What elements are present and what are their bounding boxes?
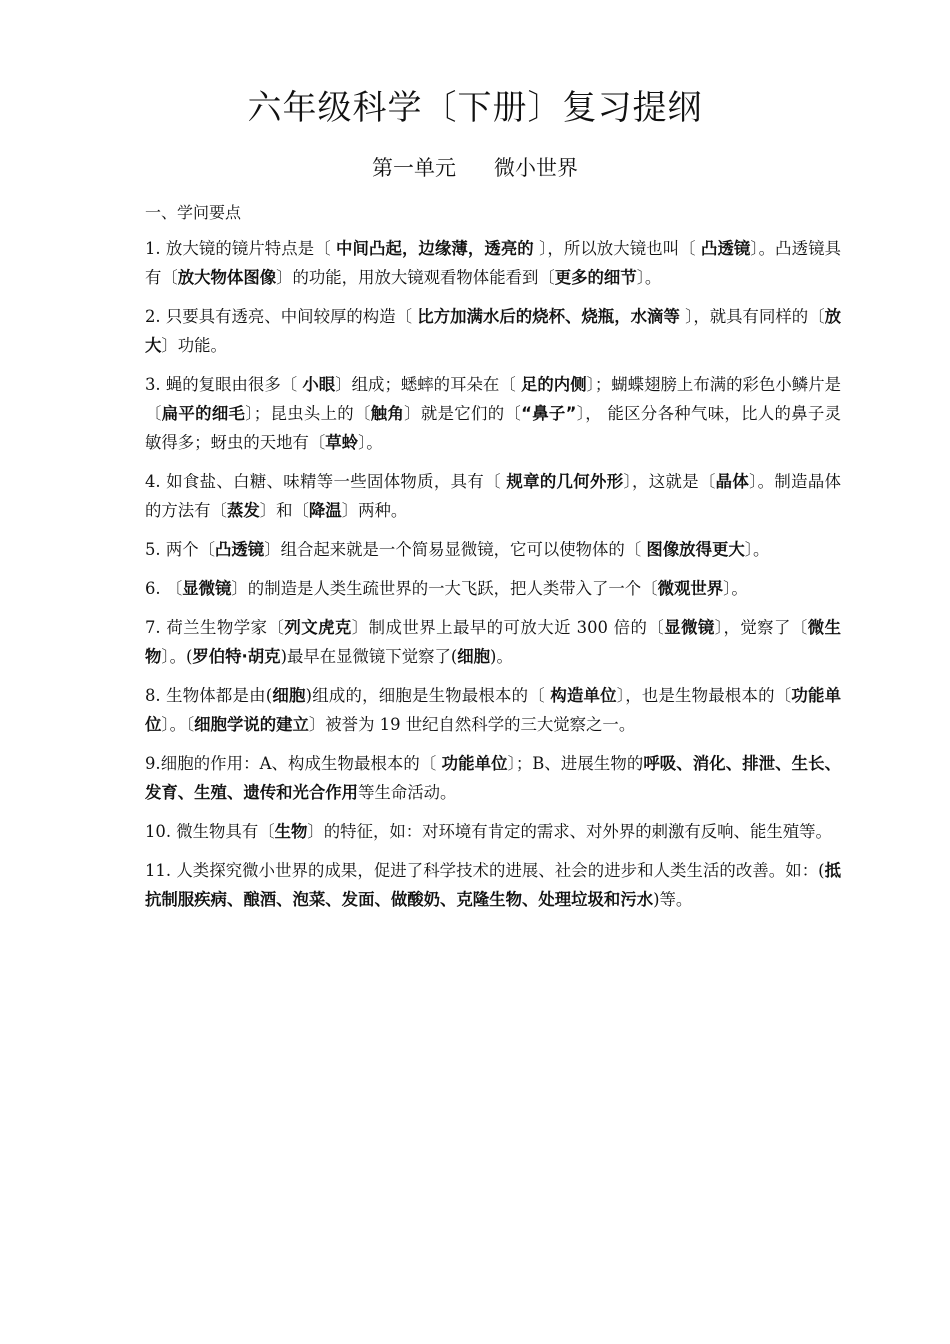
answer-text: 功能单位 [441, 754, 508, 773]
point-text: 8. 生物体都是由( [145, 686, 273, 705]
answer-text: 微生物 [145, 618, 842, 666]
point-text: 〕和〔 [259, 501, 309, 520]
answer-text: 显微镜 [664, 618, 715, 637]
point-text: 2. 只要具有透亮、中间较厚的构造〔 [145, 307, 418, 326]
point-text: 〕。( [161, 647, 193, 666]
knowledge-point-4 [145, 467, 841, 525]
answer-text: 规章的几何外形 [506, 472, 624, 491]
point-text: 11. 人类探究微小世界的成果，促进了科学技术的进展、社会的进步和人类生活的改善。如：( [145, 861, 825, 880]
answer-text: 小眼 [302, 375, 336, 394]
point-text: 〕组合起来就是一个简易显微镜，它可以使物体的〔 [264, 540, 647, 559]
point-text: 9.细胞的作用：A、构成生物最根本的〔 [145, 754, 442, 773]
answer-text: 放大物体图像 [177, 268, 277, 287]
unit-name: 微小世界 [494, 156, 578, 180]
answer-text: 显微镜 [182, 579, 232, 598]
answer-text: 功能单位 [145, 686, 842, 734]
point-text: 〕。 [723, 579, 748, 598]
point-text: )等。 [653, 890, 693, 909]
point-text: 〕的特征，如：对环境有肯定的需求、对外界的刺激有反响、能生殖等。 [307, 822, 832, 841]
knowledge-point-8 [145, 681, 841, 739]
point-text: 〕，觉察了〔 [714, 618, 808, 637]
point-text: )。 [490, 647, 513, 666]
unit-label: 第一单元 [372, 156, 456, 180]
point-text: 〕。制造晶体的方法有〔 [145, 472, 841, 520]
document-title: 六年级科学〔下册〕复习提纲 [247, 88, 703, 128]
point-text: 〕。凸透镜具有〔 [145, 239, 841, 287]
knowledge-point-5 [145, 535, 841, 564]
point-text: 〕，就具有同样的〔 [679, 307, 825, 326]
knowledge-point-9 [145, 749, 841, 807]
answer-text: 列文虎克 [284, 618, 352, 637]
answer-text: 构造单位 [550, 686, 617, 705]
knowledge-point-10 [145, 817, 841, 846]
point-text: 1. 放大镜的镜片特点是〔 [145, 239, 337, 258]
knowledge-point-11 [145, 856, 841, 914]
answer-text: 微观世界 [657, 579, 724, 598]
answer-text: 蒸发 [226, 501, 260, 520]
point-text: 〕；昆虫头上的〔 [245, 404, 371, 423]
knowledge-point-3 [145, 370, 841, 457]
knowledge-point-2 [145, 302, 841, 360]
answer-text: 罗伯特·胡克 [192, 647, 281, 666]
unit-heading [0, 152, 950, 182]
answer-text: 凸透镜 [215, 540, 265, 559]
point-text: 〕。 [636, 268, 662, 287]
point-text: )最早在显微镜下觉察了( [280, 647, 458, 666]
point-text: 〕的功能，用放大镜观看物体能看到〔 [276, 268, 555, 287]
point-text: 等生命活动。 [358, 783, 457, 802]
answer-text: 放大 [145, 307, 842, 355]
knowledge-point-6 [145, 574, 841, 603]
point-text: 〕；蝴蝶翅膀上布满的彩色小鳞片是〔 [145, 375, 842, 423]
answer-text: 比方加满水后的烧杯、烧瓶，水滴等 [417, 307, 680, 326]
answer-text: 草蛉 [325, 433, 359, 452]
answer-text: 细胞 [457, 647, 491, 666]
point-text: 〕。〔 [161, 715, 195, 734]
point-text: 7. 荷兰生物学家〔 [145, 618, 285, 637]
answer-text: 降温 [308, 501, 342, 520]
point-text: 〕。 [358, 433, 383, 452]
answer-text: 细胞学说的建立 [194, 715, 309, 734]
answer-text: 细胞 [272, 686, 306, 705]
point-text: 〕， 能区分各种气味，比人的鼻子灵敏得多；蚜虫的天地有〔 [145, 404, 842, 452]
answer-text: 更多的细节 [554, 268, 637, 287]
answer-text: 抵抗制服疾病、酿酒、泡菜、发面、做酸奶、克隆生物、处理垃圾和污水 [145, 861, 842, 909]
point-text: 〕，所以放大镜也叫〔 [533, 239, 701, 258]
answer-text: 呼吸、消化、排泄、生长、发育、生殖、遗传和光合作用 [145, 754, 842, 802]
section-heading: 一、学问要点 [145, 203, 242, 222]
point-text: 10. 微生物具有〔 [145, 822, 275, 841]
answer-text: 凸透镜 [700, 239, 751, 258]
answer-text: 图像放得更大 [646, 540, 745, 559]
answer-text: 足的内侧 [520, 375, 587, 394]
point-text: 3. 蝇的复眼由很多〔 [145, 375, 303, 394]
point-text: 6. 〔 [145, 579, 183, 598]
answer-text: 生物 [274, 822, 308, 841]
point-text: 〕；B、进展生物的 [507, 754, 644, 773]
knowledge-point-1 [145, 234, 841, 292]
point-text: 〕就是它们的〔 [404, 404, 522, 423]
point-text: 〕两种。 [341, 501, 408, 520]
point-text: 〕组成；蟋蟀的耳朵在〔 [335, 375, 521, 394]
point-text: 〕被誉为 19 世纪自然科学的三大觉察之一。 [308, 715, 636, 734]
answer-text: 扁平的细毛 [161, 404, 246, 423]
answer-text: 触角 [370, 404, 405, 423]
answer-text: 中间凸起，边缘薄，透亮的 [336, 239, 534, 258]
answer-text: 晶体 [715, 472, 750, 491]
point-text: 〕功能。 [161, 336, 227, 355]
point-text: 〕的制造是人类生疏世界的一大飞跃，把人类带入了一个〔 [231, 579, 658, 598]
point-text: 〕制成世界上最早的可放大近 300 倍的〔 [351, 618, 665, 637]
point-text: 5. 两个〔 [145, 540, 216, 559]
point-text: 〕。 [744, 540, 770, 559]
knowledge-points-list [145, 234, 841, 924]
knowledge-point-7 [145, 613, 841, 671]
answer-text: “鼻子” [521, 404, 577, 423]
point-text: 4. 如食盐、白糖、味精等一些固体物质，具有〔 [145, 472, 507, 491]
point-text: 〕，也是生物最根本的〔 [616, 686, 792, 705]
point-text: 〕，这就是〔 [623, 472, 716, 491]
point-text: )组成的，细胞是生物最根本的〔 [305, 686, 551, 705]
